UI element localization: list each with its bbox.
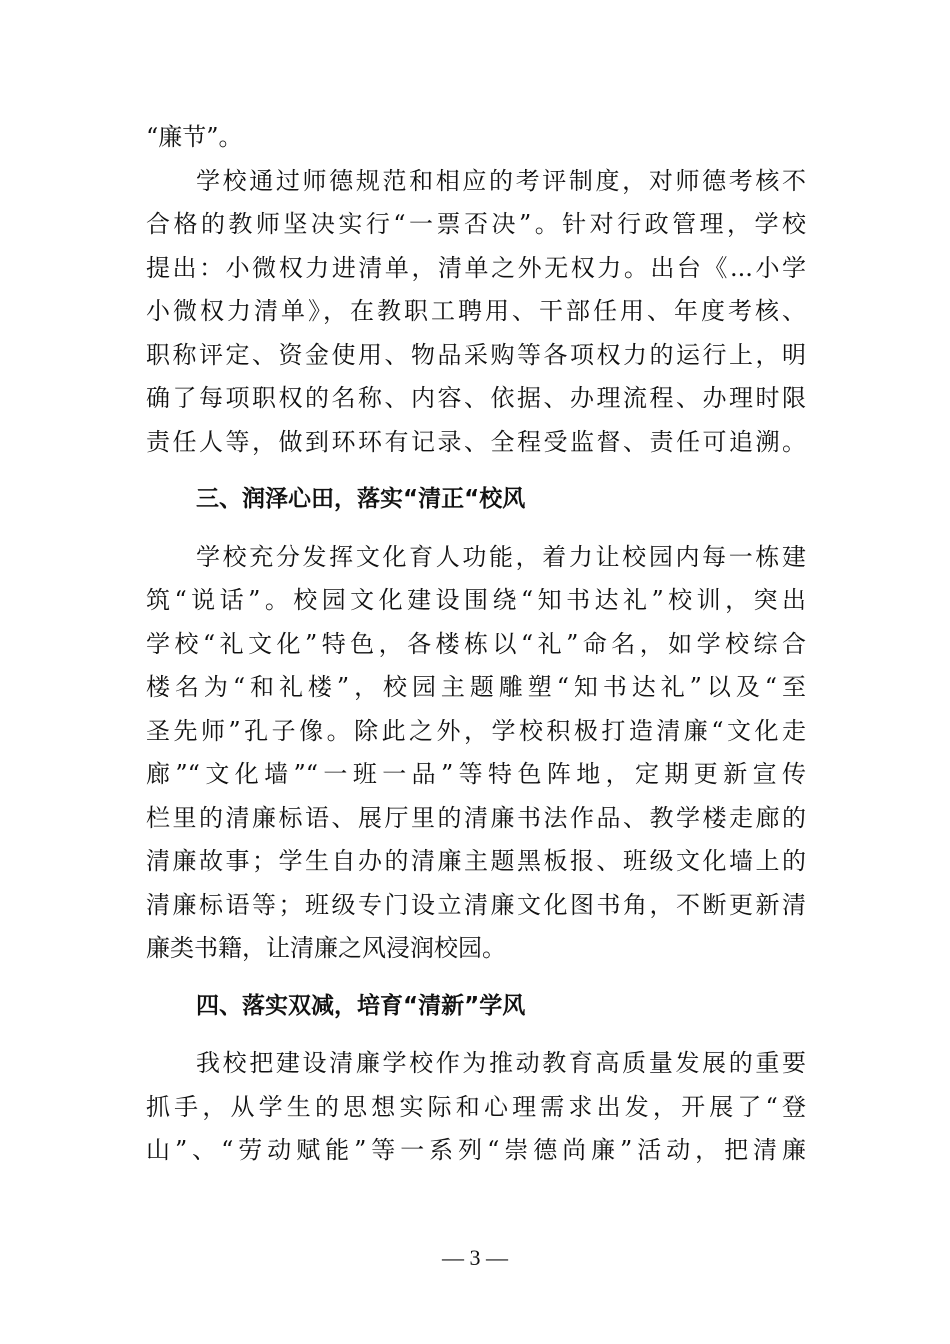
text-line: 责任人等，做到环环有记录、全程受监督、责任可追溯。 xyxy=(146,427,806,456)
section-heading-3: 三、润泽心田，落实“清正“校风 xyxy=(196,486,526,512)
text-line: 学校充分发挥文化育人功能，着力让校园内每一栋建 xyxy=(196,542,806,571)
text-line: 清廉标语等；班级专门设立清廉文化图书角，不断更新清 xyxy=(146,890,806,919)
paragraph-teacher-ethics xyxy=(146,160,806,465)
page-number: — 3 — xyxy=(442,1245,508,1270)
text-line: 廊”“文化墙”“一班一品”等特色阵地，定期更新宣传 xyxy=(146,760,806,788)
text-line: 合格的教师坚决实行“一票否决”。针对行政管理，学校 xyxy=(146,210,806,238)
text-line: 学校“礼文化”特色，各楼栋以“礼”命名，如学校综合 xyxy=(146,629,806,658)
text-line: 筑“说话”。校园文化建设围绕“知书达礼”校训，突出 xyxy=(146,586,806,614)
text-line: 廉类书籍，让清廉之风浸润校园。 xyxy=(146,934,506,962)
text-line: 山”、“劳动赋能”等一系列“崇德尚廉”活动，把清廉 xyxy=(146,1136,806,1164)
text-line: 我校把建设清廉学校作为推动教育高质量发展的重要 xyxy=(196,1049,806,1077)
text-line: 栏里的清廉标语、展厅里的清廉书法作品、教学楼走廊的 xyxy=(146,803,806,832)
spacer xyxy=(146,971,806,985)
text-line: 楼名为“和礼楼”，校园主题雕塑“知书达礼”以及“至 xyxy=(146,673,806,701)
text-line: 清廉故事；学生自办的清廉主题黑板报、班级文化墙上的 xyxy=(146,847,806,875)
text-line: 学校通过师德规范和相应的考评制度，对师德考核不 xyxy=(196,166,806,195)
text-line: “廉节”。 xyxy=(146,123,243,151)
spacer xyxy=(146,1028,806,1042)
text-line: 职称评定、资金使用、物品采购等各项权力的运行上，明 xyxy=(146,340,806,369)
text-line: 抓手，从学生的思想实际和心理需求出发，开展了“登 xyxy=(146,1092,806,1121)
spacer xyxy=(146,464,806,478)
text-line: 圣先师”孔子像。除此之外，学校积极打造清廉“文化走 xyxy=(146,716,806,745)
text-line: 确了每项职权的名称、内容、依据、办理流程、办理时限 xyxy=(146,384,806,412)
text-line: 小微权力清单》，在教职工聘用、干部任用、年度考核、 xyxy=(146,297,806,325)
paragraph-double-reduction xyxy=(146,1042,806,1173)
paragraph-campus-culture xyxy=(146,536,806,971)
document-body xyxy=(146,116,806,1173)
text-line: 提出：小微权力进清单，清单之外无权力。出台《...小学 xyxy=(146,253,806,282)
spacer xyxy=(146,522,806,536)
section-heading-4: 四、落实双减，培育“清新”学风 xyxy=(196,992,526,1019)
